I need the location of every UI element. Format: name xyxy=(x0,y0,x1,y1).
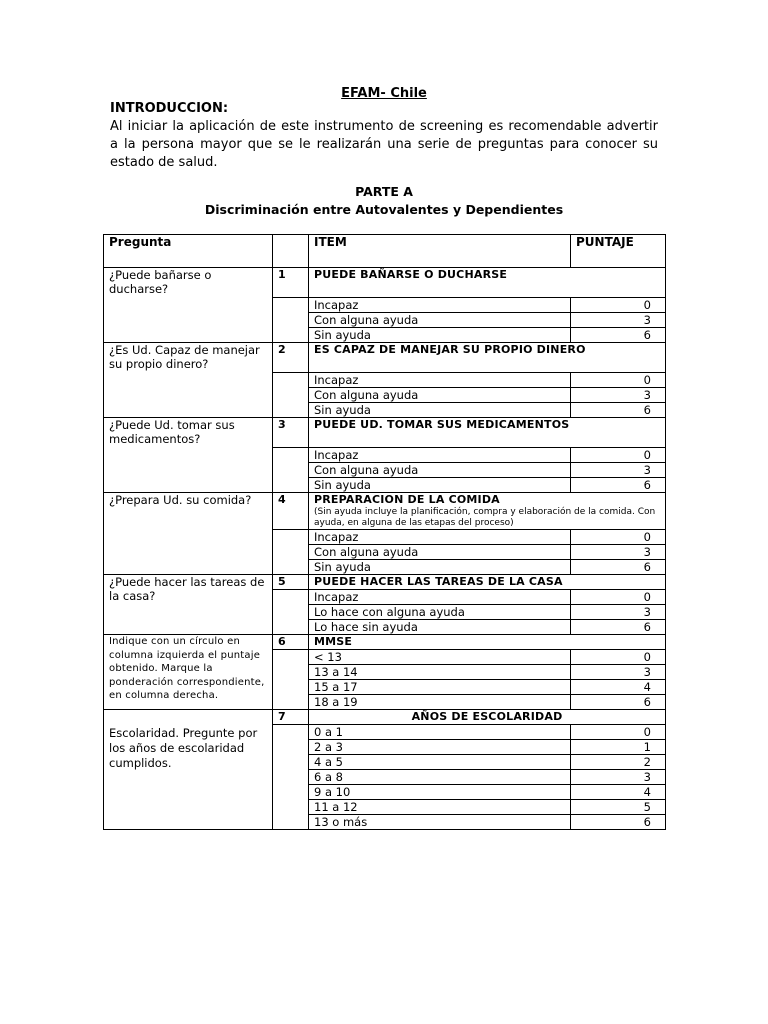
num-blank-5 xyxy=(273,590,309,635)
header-num xyxy=(273,235,309,268)
item-title-1: PUEDE BAÑARSE O DUCHARSE xyxy=(309,268,666,298)
option-label: Sin ayuda xyxy=(309,478,571,493)
option-label: Sin ayuda xyxy=(309,328,571,343)
item-number-1: 1 xyxy=(273,268,309,298)
option-label: Con alguna ayuda xyxy=(309,545,571,560)
option-label: Incapaz xyxy=(309,448,571,463)
table-header-row xyxy=(104,235,666,268)
question-7: Escolaridad. Pregunte por los años de escolaridad cumplidos. xyxy=(109,726,258,770)
item-title-3: PUEDE UD. TOMAR SUS MEDICAMENTOS xyxy=(309,418,666,448)
option-score: 3 xyxy=(571,545,666,560)
item-number-4: 4 xyxy=(273,493,309,530)
option-label: 18 a 19 xyxy=(309,695,571,710)
option-score: 6 xyxy=(571,560,666,575)
table-row xyxy=(104,575,666,590)
question-7-cell xyxy=(104,710,273,830)
table-row xyxy=(104,268,666,298)
num-blank-7 xyxy=(273,725,309,830)
option-score: 2 xyxy=(571,755,666,770)
option-label: 11 a 12 xyxy=(309,800,571,815)
option-label: Incapaz xyxy=(309,590,571,605)
option-score: 3 xyxy=(571,463,666,478)
num-blank-1 xyxy=(273,298,309,343)
parte-subtitle: Discriminación entre Autovalentes y Dependientes xyxy=(204,202,564,217)
item-number-7: 7 xyxy=(273,710,309,725)
question-5: ¿Puede hacer las tareas de la casa? xyxy=(104,575,273,635)
option-score: 3 xyxy=(571,388,666,403)
item-number-6: 6 xyxy=(273,635,309,650)
num-blank-3 xyxy=(273,448,309,493)
option-label: Incapaz xyxy=(309,373,571,388)
option-score: 4 xyxy=(571,680,666,695)
option-label: Incapaz xyxy=(309,530,571,545)
intro-text: Al iniciar la aplicación de este instrumento de screening es recomendable advertir a la persona mayor que se le realizarán una serie de preguntas para conocer su estado de salud. xyxy=(110,119,658,170)
option-score: 0 xyxy=(571,530,666,545)
num-blank-4 xyxy=(273,530,309,575)
option-score: 4 xyxy=(571,785,666,800)
option-label: Con alguna ayuda xyxy=(309,463,571,478)
header-puntaje: PUNTAJE xyxy=(571,235,666,268)
table-row xyxy=(104,710,666,725)
intro-heading: INTRODUCCION: xyxy=(110,101,229,116)
option-score: 6 xyxy=(571,478,666,493)
option-label: 0 a 1 xyxy=(309,725,571,740)
option-label: Lo hace sin ayuda xyxy=(309,620,571,635)
option-score: 0 xyxy=(571,448,666,463)
item-title-2: ES CAPAZ DE MANEJAR SU PROPIO DINERO xyxy=(309,343,666,373)
option-score: 3 xyxy=(571,770,666,785)
option-label: Incapaz xyxy=(309,298,571,313)
option-score: 0 xyxy=(571,373,666,388)
table-row xyxy=(104,635,666,650)
question-2: ¿Es Ud. Capaz de manejar su propio dinero? xyxy=(104,343,273,418)
option-score: 6 xyxy=(571,815,666,830)
item-number-5: 5 xyxy=(273,575,309,590)
option-label: 9 a 10 xyxy=(309,785,571,800)
option-label: Con alguna ayuda xyxy=(309,313,571,328)
option-score: 6 xyxy=(571,695,666,710)
num-blank-2 xyxy=(273,373,309,418)
num-blank-6 xyxy=(273,650,309,710)
option-label: 2 a 3 xyxy=(309,740,571,755)
option-label: Lo hace con alguna ayuda xyxy=(309,605,571,620)
option-score: 6 xyxy=(571,620,666,635)
question-4: ¿Prepara Ud. su comida? xyxy=(104,493,273,575)
item-number-2: 2 xyxy=(273,343,309,373)
item-cell-4 xyxy=(309,493,666,530)
item-title-7: AÑOS DE ESCOLARIDAD xyxy=(309,710,666,725)
question-3: ¿Puede Ud. tomar sus medicamentos? xyxy=(104,418,273,493)
question-6: Indique con un círculo en columna izquierda el puntaje obtenido. Marque la ponderación correspondiente, en columna derecha. xyxy=(104,635,273,710)
option-score: 6 xyxy=(571,403,666,418)
table-row xyxy=(104,418,666,448)
header-item: ITEM xyxy=(309,235,571,268)
option-score: 0 xyxy=(571,725,666,740)
option-score: 3 xyxy=(571,313,666,328)
item-title-6: MMSE xyxy=(309,635,666,650)
option-score: 1 xyxy=(571,740,666,755)
option-score: 0 xyxy=(571,650,666,665)
header-pregunta: Pregunta xyxy=(104,235,273,268)
efam-table xyxy=(103,234,666,830)
option-score: 6 xyxy=(571,328,666,343)
option-score: 0 xyxy=(571,590,666,605)
option-label: < 13 xyxy=(309,650,571,665)
option-label: Con alguna ayuda xyxy=(309,388,571,403)
option-label: 13 o más xyxy=(309,815,571,830)
table-row xyxy=(104,343,666,373)
option-score: 3 xyxy=(571,665,666,680)
option-label: 13 a 14 xyxy=(309,665,571,680)
item-title-4: PREPARACION DE LA COMIDA xyxy=(314,493,500,506)
question-1: ¿Puede bañarse o ducharse? xyxy=(104,268,273,343)
item-number-3: 3 xyxy=(273,418,309,448)
item-title-5: PUEDE HACER LAS TAREAS DE LA CASA xyxy=(309,575,666,590)
option-label: Sin ayuda xyxy=(309,403,571,418)
option-score: 0 xyxy=(571,298,666,313)
parte-title: PARTE A xyxy=(355,184,413,199)
item-note-4: (Sin ayuda incluye la planificación, compra y elaboración de la comida. Con ayuda, en alguna de las etapas del proceso) xyxy=(314,507,656,528)
option-label: Sin ayuda xyxy=(309,560,571,575)
option-label: 15 a 17 xyxy=(309,680,571,695)
option-label: 4 a 5 xyxy=(309,755,571,770)
table-row xyxy=(104,493,666,530)
page-title: EFAM- Chile xyxy=(341,86,427,101)
option-score: 3 xyxy=(571,605,666,620)
option-label: 6 a 8 xyxy=(309,770,571,785)
option-score: 5 xyxy=(571,800,666,815)
